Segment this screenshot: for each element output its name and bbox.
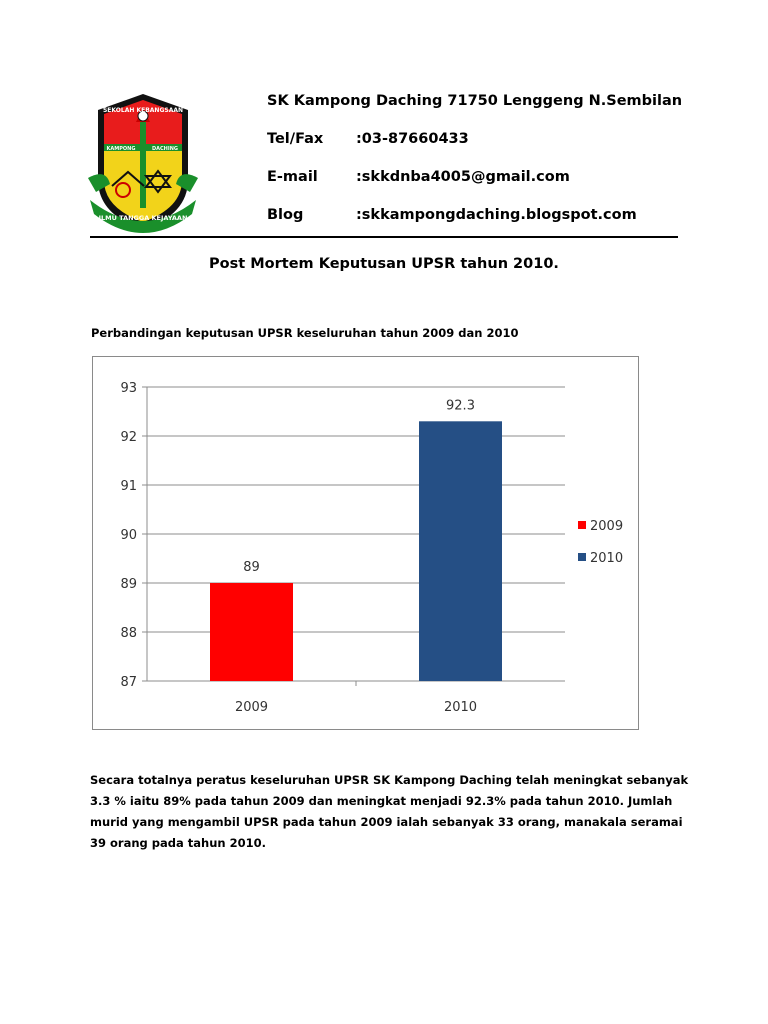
tel-label: Tel/Fax	[267, 131, 324, 147]
blog-value: :skkampongdaching.blogspot.com	[356, 207, 637, 223]
chart-caption: Perbandingan keputusan UPSR keseluruhan tahun 2009 dan 2010	[91, 326, 519, 340]
svg-text:KAMPONG: KAMPONG	[106, 146, 136, 152]
bar-2010	[419, 421, 502, 681]
email-value: :skkdnba4005@gmail.com	[356, 169, 570, 185]
tel-value: :03-87660433	[356, 131, 469, 147]
y-tick-label: 88	[120, 626, 137, 641]
legend-swatch-2009	[578, 521, 586, 529]
y-tick-label: 89	[120, 577, 137, 592]
summary-paragraph: Secara totalnya peratus keseluruhan UPSR SK Kampong Daching telah meningkat sebanyak 3.3 % iaitu 89% pada tahun 2009 dan meningkat menjadi 92.3% pada tahun 2010. Jumlah murid yang mengambil UPSR pada tahun 2009 ialah sebanyak 33 orang, manakala seramai 39 orang pada tahun 2010.	[90, 773, 689, 850]
bar-2009	[210, 583, 293, 681]
bar-chart	[92, 356, 639, 730]
legend-swatch-2010	[578, 553, 586, 561]
school-name: SK Kampong Daching 71750 Lenggeng N.Sembilan	[267, 93, 683, 109]
data-label-2009: 89	[243, 560, 260, 575]
page-title: Post Mortem Keputusan UPSR tahun 2010.	[209, 256, 559, 272]
email-label: E-mail	[267, 169, 318, 185]
y-tick-label: 91	[120, 479, 137, 494]
svg-text:DACHING: DACHING	[151, 146, 179, 152]
school-logo-emblem	[88, 92, 198, 234]
chart-canvas	[93, 357, 638, 729]
y-tick-label: 93	[120, 381, 137, 396]
x-tick-label-2010: 2010	[443, 700, 478, 715]
y-tick-label: 87	[120, 675, 137, 690]
legend-label-2010: 2010	[590, 551, 624, 566]
legend-label-2009: 2009	[590, 519, 624, 534]
school-logo	[88, 92, 198, 234]
header-divider	[90, 236, 678, 238]
y-tick-label: 90	[120, 528, 137, 543]
blog-label: Blog	[267, 207, 304, 223]
y-tick-label: 92	[120, 430, 137, 445]
data-label-2010: 92.3	[446, 398, 475, 414]
svg-text:ILMU TANGGA KEJAYAAN: ILMU TANGGA KEJAYAAN	[98, 214, 188, 222]
x-tick-label-2009: 2009	[234, 700, 269, 715]
svg-text:SEKOLAH KEBANGSAAN: SEKOLAH KEBANGSAAN	[102, 107, 184, 114]
